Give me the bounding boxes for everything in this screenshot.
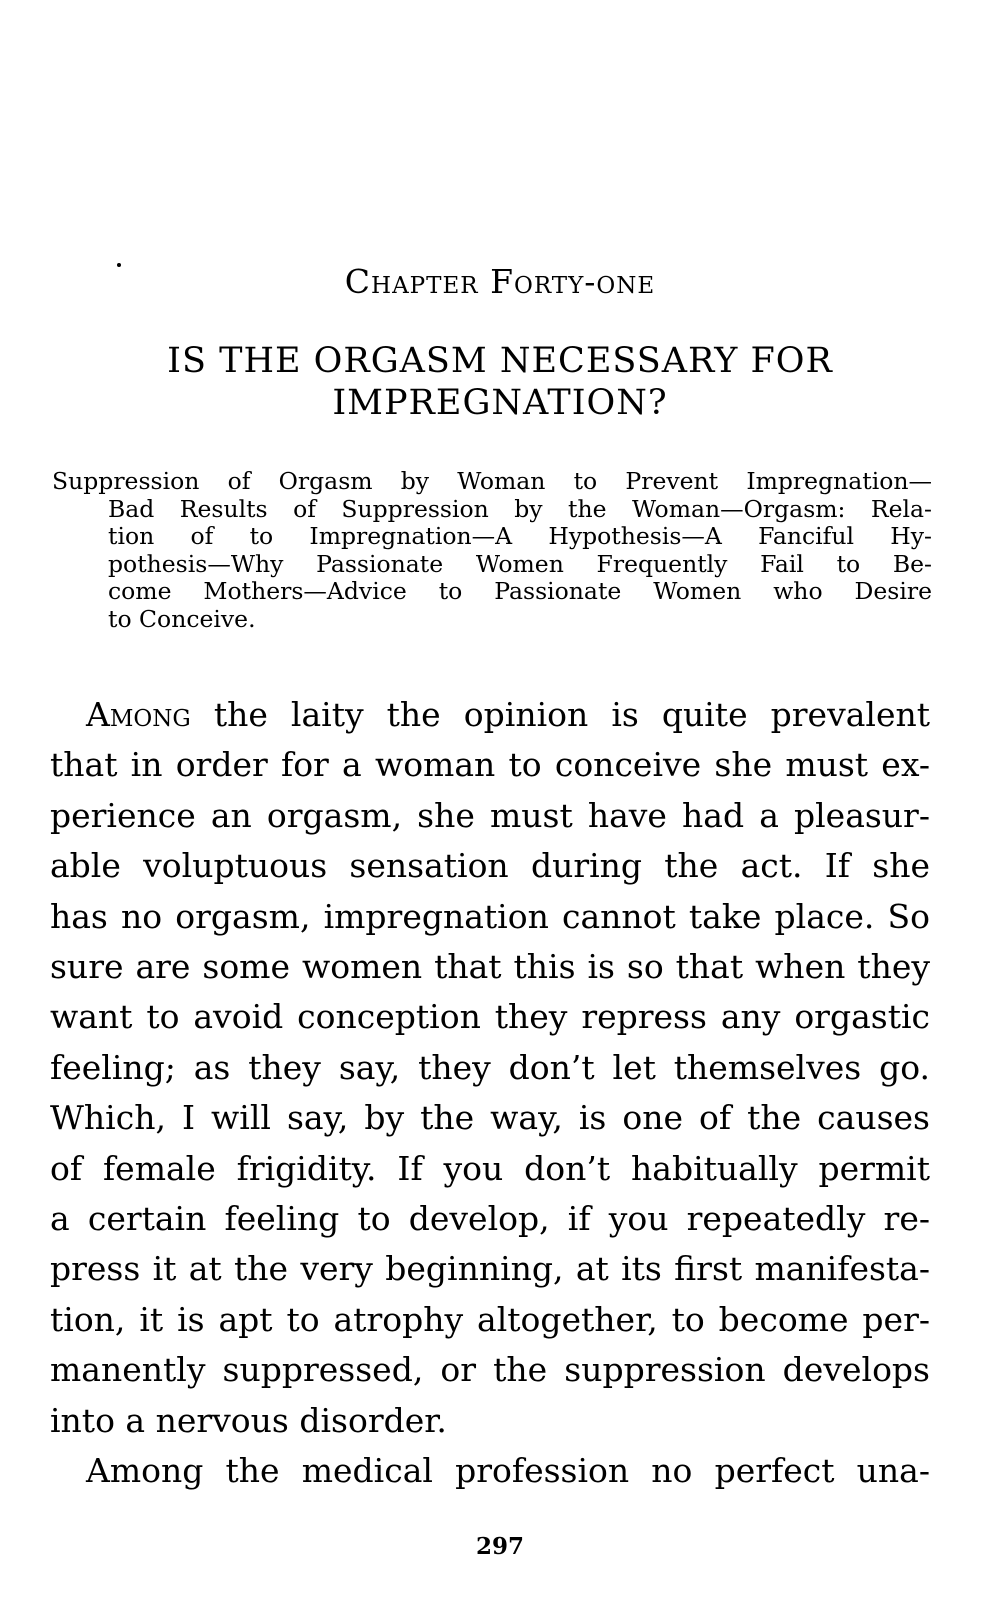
synopsis-line: tion of to Impregnation—A Hypothesis—A Fanciful Hy- — [108, 522, 932, 550]
body-line: able voluptuous sensation during the act. If she — [50, 846, 930, 886]
body-line: Which, I will say, by the way, is one of the causes — [50, 1098, 930, 1138]
first-line-rest: the laity the opinion is quite prevalent — [190, 695, 930, 734]
synopsis-line: Suppression of Orgasm by Woman to Prevent Impregnation— — [52, 467, 932, 495]
body-line: want to avoid conception they repress any orgastic — [50, 997, 930, 1037]
body-line: tion, it is apt to atrophy altogether, to become per- — [50, 1299, 930, 1339]
body-line-first — [50, 690, 930, 740]
body-line: perience an orgasm, she must have had a pleasur- — [50, 795, 930, 835]
synopsis-line: Bad Results of Suppression by the Woman—Orgasm: Rela- — [108, 494, 932, 523]
body-line: feeling; as they say, they don’t let themselves go. — [50, 1047, 930, 1087]
chapter-title — [0, 340, 1000, 424]
body-line: of female frigidity. If you don’t habitually permit — [50, 1148, 930, 1188]
chapter-synopsis — [52, 468, 932, 633]
body-line: press it at the very beginning, at its first manifesta- — [50, 1249, 930, 1289]
chapter-label: Chapter Forty-one — [344, 262, 656, 301]
synopsis-line: to Conceive. — [108, 604, 256, 633]
body-line-next-paragraph: Among the medical profession no perfect una- — [86, 1451, 930, 1491]
body-line: sure are some women that this is so that when they — [50, 947, 930, 987]
synopsis-line: pothesis—Why Passionate Women Frequently Fail to Be- — [108, 549, 932, 578]
body-text — [50, 690, 930, 1497]
synopsis-line: come Mothers—Advice to Passionate Women who Desire — [108, 577, 932, 605]
chapter-title-line-1: IS THE ORGASM NECESSARY FOR — [167, 341, 833, 381]
body-line: a certain feeling to develop, if you repeatedly re- — [50, 1199, 930, 1239]
body-line: manently suppressed, or the suppression develops — [50, 1350, 930, 1390]
chapter-title-line-2: IMPREGNATION? — [332, 383, 668, 423]
body-line: that in order for a woman to conceive she must ex- — [50, 745, 930, 785]
body-line: into a nervous disorder. — [50, 1400, 447, 1440]
body-line: has no orgasm, impregnation cannot take place. So — [50, 896, 930, 936]
page-number: 297 — [475, 1533, 524, 1560]
lead-word: Among — [86, 695, 191, 734]
